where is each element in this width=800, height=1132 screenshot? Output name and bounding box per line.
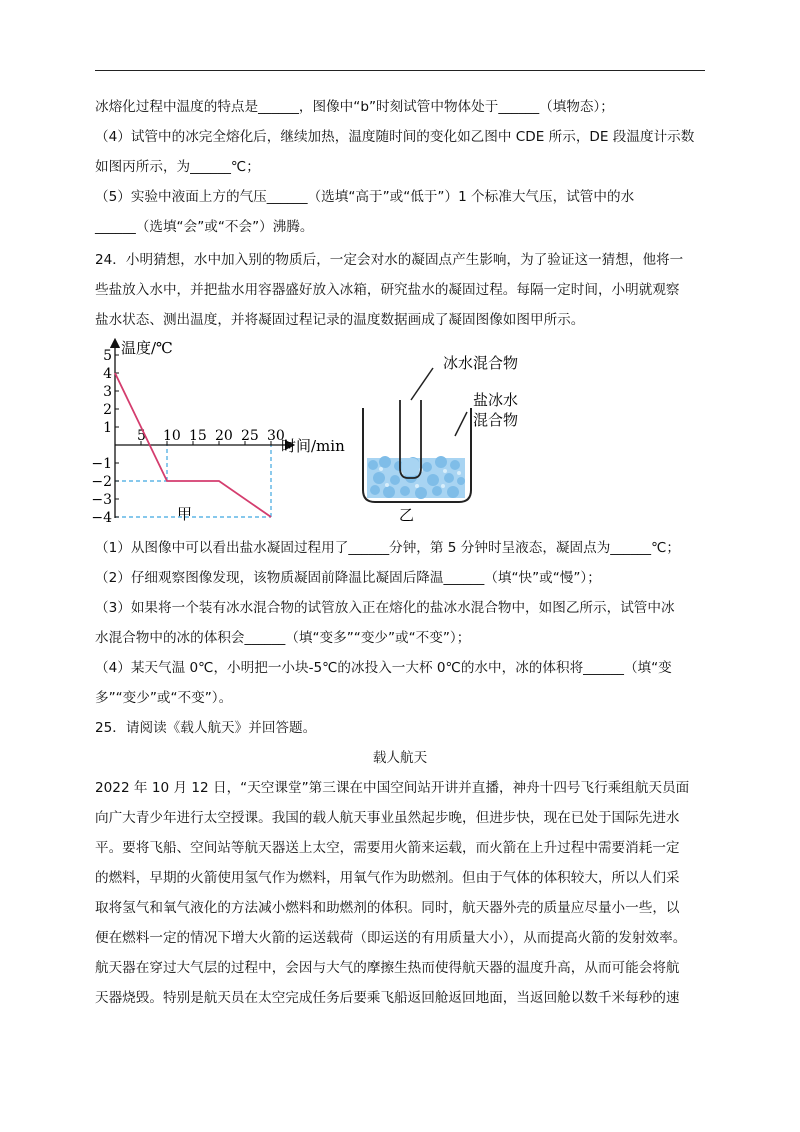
text-line: 天器烧毁。特别是航天员在太空完成任务后要乘飞船返回舱返回地面，当返回舱以数千米每秒的速 — [95, 990, 680, 1006]
text-line: 取将氢气和氧气液化的方法减小燃料和助燃剂的体积。同时，航天器外壳的质量应尽量小一些，以 — [95, 900, 680, 916]
text-line: 如图丙所示，为______℃； — [95, 159, 260, 175]
beaker-label-line2: 混合物 — [473, 411, 519, 429]
text-line: 盐水状态、测出温度，并将凝固过程记录的温度数据画成了凝固图像如图甲所示。 — [95, 312, 585, 328]
y-tick-label: 3 — [103, 384, 112, 400]
text-line: （4）试管中的冰完全熔化后，继续加热，温度随时间的变化如乙图中 CDE 所示，DE 段温度计示数 — [95, 129, 695, 145]
text-line: 冰熔化过程中温度的特点是______，图像中“b”时刻试管中物体处于______（填物态）； — [95, 99, 614, 115]
x-tick-label: 20 — [215, 428, 233, 444]
beaker-label-pointer — [455, 412, 467, 436]
text-line: 25．请阅读《载人航天》并回答题。 — [95, 720, 317, 736]
chart-jia — [91, 333, 355, 526]
x-tick-label: 5 — [137, 428, 146, 444]
text-line: （5）实验中液面上方的气压______（选填“高于”或“低于”）1 个标准大气压，试管中的水 — [95, 189, 635, 205]
text-line: 多”“变少”或“不变”）。 — [95, 690, 233, 706]
x-tick-label: 30 — [267, 428, 285, 444]
y-tick-label: 1 — [103, 420, 112, 436]
tube-label: 冰水混合物 — [443, 354, 519, 372]
beaker-label-line1: 盐冰水 — [473, 391, 519, 409]
x-tick-label: 10 — [163, 428, 181, 444]
y-tick-label: −1 — [91, 456, 112, 472]
chart-caption: 甲 — [177, 505, 193, 523]
text-line: 的燃料，早期的火箭使用氢气作为燃料，用氧气作为助燃剂。但由于气体的体积较大，所以人们采 — [95, 870, 680, 886]
text-line: ______（选填“会”或“不会”）沸腾。 — [95, 219, 314, 235]
y-tick-label: 2 — [103, 402, 112, 418]
article-title: 载人航天 — [372, 750, 428, 766]
text-line: 向广大青少年进行太空授课。我国的载人航天事业虽然起步晚，但进步快，现在已处于国际先进水 — [95, 810, 680, 826]
x-tick-label: 15 — [189, 428, 207, 444]
figure-caption: 乙 — [399, 506, 415, 524]
text-line: 些盐放入水中，并把盐水用容器盛好放入冰箱，研究盐水的凝固过程。每隔一定时间，小明就观察 — [95, 282, 680, 298]
y-tick-label: −2 — [91, 474, 112, 490]
text-line: 24．小明猜想，水中加入别的物质后，一定会对水的凝固点产生影响，为了验证这一猜想，他将一 — [95, 252, 684, 268]
text-line: 2022 年 10 月 12 日，“天空课堂”第三课在中国空间站开讲并直播，神舟十四号飞行乘组航天员面 — [95, 780, 690, 796]
text-line: 水混合物中的冰的体积会______（填“变多”“变少”或“不变”）； — [95, 630, 471, 646]
text-line: （4）某天气温 0℃，小明把一小块-5℃的冰投入一大杯 0℃的水中，冰的体积将______（填“变 — [95, 660, 672, 676]
tube-label-pointer — [411, 368, 433, 400]
y-tick-label: 5 — [103, 348, 112, 364]
x-axis-label: 时间/min — [281, 437, 345, 455]
y-axis-label: 温度/℃ — [121, 339, 173, 357]
y-tick-label: 4 — [103, 366, 112, 382]
figure-yi — [355, 340, 525, 525]
text-line: （2）仔细观察图像发现，该物质凝固前降温比凝固后降温______（填“快”或“慢”）； — [95, 570, 601, 586]
text-line: （1）从图像中可以看出盐水凝固过程用了______分钟，第 5 分钟时呈液态，凝固点为______℃； — [95, 540, 680, 556]
text-line: 平。要将飞船、空间站等航天器送上太空，需要用火箭来运载，而火箭在上升过程中需要消耗一定 — [95, 840, 680, 856]
text-line: 便在燃料一定的情况下增大火箭的运送载荷（即运送的有用质量大小），从而提高火箭的发射效率。 — [95, 930, 687, 946]
text-line: 航天器在穿过大气层的过程中，会因与大气的摩擦生热而使得航天器的温度升高，从而可能会将航 — [95, 960, 680, 976]
text-line: （3）如果将一个装有冰水混合物的试管放入正在熔化的盐冰水混合物中，如图乙所示，试管中冰 — [95, 600, 675, 616]
header-rule — [95, 70, 705, 71]
y-tick-label: −4 — [91, 510, 112, 526]
x-tick-label: 25 — [241, 428, 259, 444]
y-tick-label: −3 — [91, 492, 112, 508]
